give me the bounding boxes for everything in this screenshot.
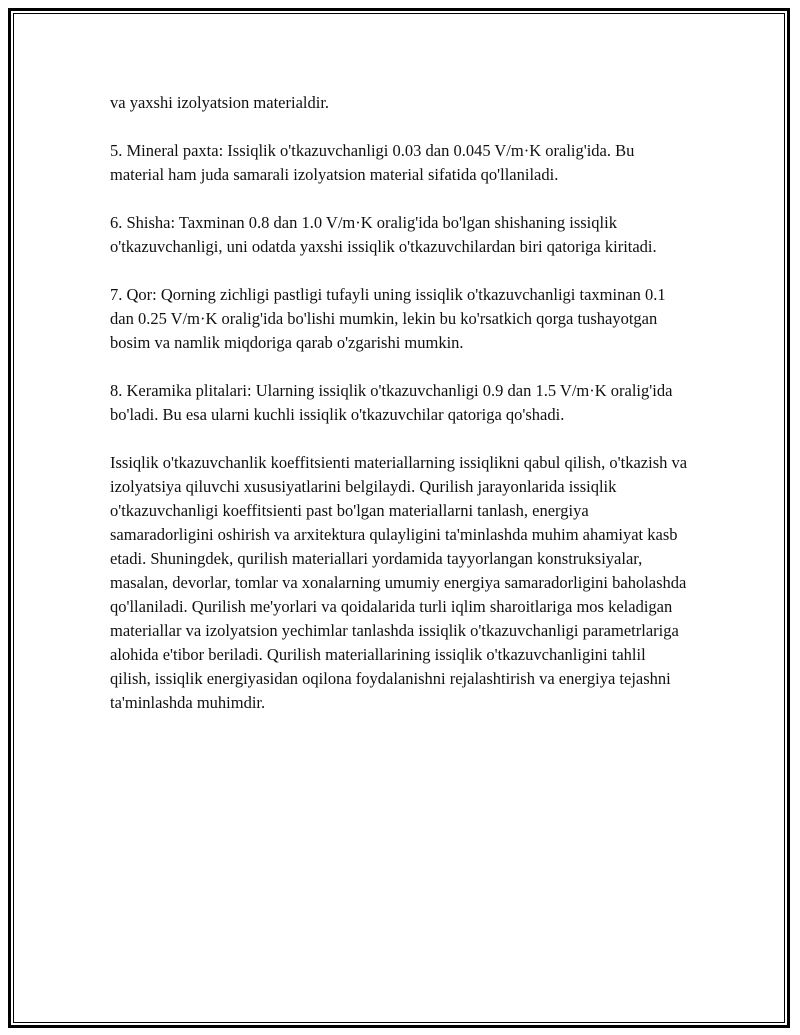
paragraph-snow: 7. Qor: Qorning zichligi pastligi tufayli uning issiqlik o'tkazuvchanligi taxminan 0.1 dan 0.25 V/m·K oralig'ida bo'lishi mumkin, lekin bu ko'rsatkich qorga tushayotgan bosim va namlik miqdoriga qarab o'zgarishi mumkin. (110, 285, 666, 352)
paragraph-ceramic-tiles: 8. Keramika plitalari: Ularning issiqlik o'tkazuvchanligi 0.9 dan 1.5 V/m·K oralig'ida bo'ladi. Bu esa ularni kuchli issiqlik o'tkazuvchilar qatoriga qo'shadi. (110, 381, 673, 424)
paragraph-continuation: va yaxshi izolyatsion materialdir. (110, 93, 330, 112)
paragraph-mineral-wool: 5. Mineral paxta: Issiqlik o'tkazuvchanligi 0.03 dan 0.045 V/m·K oralig'ida. Bu material ham juda samarali izolyatsion material sifatida qo'llaniladi. (110, 141, 635, 184)
paragraph-summary: Issiqlik o'tkazuvchanlik koeffitsienti materiallarning issiqlikni qabul qilish, o'tkazish va izolyatsiya qiluvchi xususiyatlarini belgilaydi. Qurilish jarayonlarida issiqlik o'tkazuvchanligi koeffitsienti past bo'lgan materiallarni tanlash, energiya samaradorligini oshirish va arxitektura qulayligini ta'minlashda muhim ahamiyat kasb etadi. Shuningdek, qurilish materiallari yordamida tayyorlangan konstruksiyalar, masalan, devorlar, tomlar va xonalarning umumiy energiya samaradorligini baholashda qo'llaniladi. Qurilish me'yorlari va qoidalarida turli iqlim sharoitlariga mos keladigan materiallar va izolyatsion yechimlar tanlashda issiqlik o'tkazuvchanligi parametrlariga alohida e'tibor beriladi. Qurilish materiallarining issiqlik o'tkazuvchanligini tahlil qilish, issiqlik energiyasidan oqilona foydalanishni rejalashtirish va energiya tejashni ta'minlashda muhimdir. (110, 453, 688, 712)
document-body (110, 91, 690, 739)
paragraph-glass: 6. Shisha: Taxminan 0.8 dan 1.0 V/m·K oralig'ida bo'lgan shishaning issiqlik o'tkazuvchanligi, uni odatda yaxshi issiqlik o'tkazuvchilardan biri qatoriga kiritadi. (110, 213, 657, 256)
